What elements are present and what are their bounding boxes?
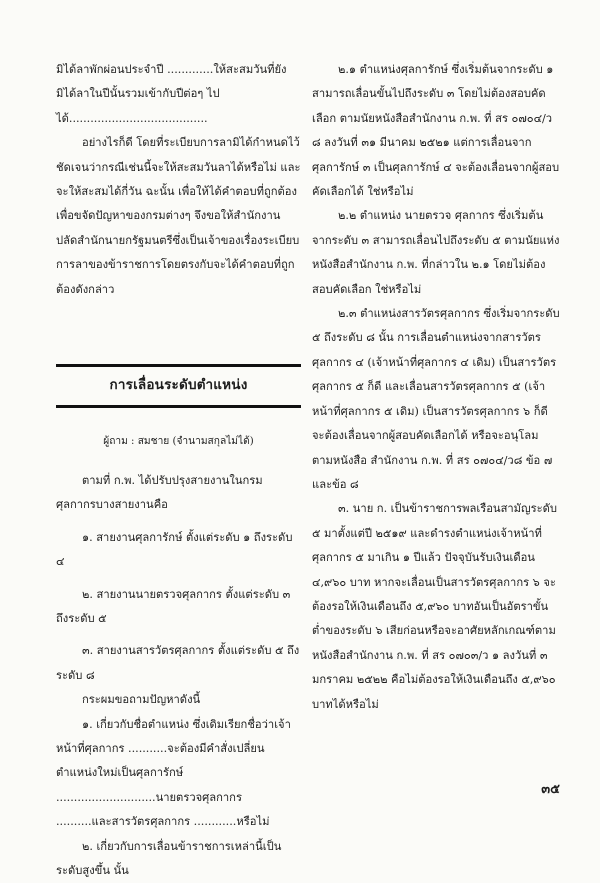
sub-question: ๒.๓ ตำแหน่งสารวัตรศุลกากร ซึ่งเริ่มจากระดับ ๕ ถึงระดับ ๘ นั้น การเลื่อนตำแหน่งจากสารวัตรศุลกากร ๔ (เจ้าหน้าที่ศุลกากร ๔ เดิม) เป็นสารวัตรศุลกากร ๕ ก็ดี และเลื่อนสารวัตรศุลกากร ๕ (เจ้าหน้าที่ศุลกากร ๕ เดิม) เป็นสารวัตรศุลกากร ๖ ก็ดี จะต้องเลื่อนจากผู้สอบคัดเลือกได้ หรือจะอนุโลม ตามหนังสือ สำนักงาน ก.พ. ที่ สร ๐๗๐๔/ว๘ ข้อ ๗ และข้อ ๘ xyxy=(312,307,560,491)
list-item: ๑. สายงานศุลการักษ์ ตั้งแต่ระดับ ๑ ถึงระดับ ๔ xyxy=(56,530,293,569)
question-item: ๑. เกี่ยวกับชื่อตำแหน่ง ซึ่งเดิมเรียกชื่อว่าเจ้าหน้าที่ศุลกากร ...........จะต้องมีคำสั่งเปลี่ยนตำแหน่งใหม่เป็นศุลการักษ์ ............................นายตรวจศุลกากร ..........และสารวัตรศุลกากร ............หรือไม่ xyxy=(56,717,291,829)
sub-question: ๒.๒ ตำแหน่ง นายตรวจ ศุลกากร ซึ่งเริ่มต้นจากระดับ ๓ สามารถเลื่อนไปถึงระดับ ๕ ตามนัยแห่งหนังสือสำนักงาน ก.พ. ที่กล่าวใน ๒.๑ โดยไม่ต้องสอบคัดเลือก ใช่หรือไม่ xyxy=(312,209,560,296)
right-column xyxy=(312,58,560,717)
question-intro: ตามที่ ก.พ. ได้ปรับปรุงสายงานในกรมศุลกากรบางสายงานคือ xyxy=(56,473,263,512)
left-column xyxy=(56,58,301,883)
list-item: ๓. สายงานสารวัตรศุลกากร ตั้งแต่ระดับ ๕ ถึงระดับ ๘ xyxy=(56,644,300,682)
page-number: ๓๕ xyxy=(541,782,560,797)
question-label: กระผมขอถามปัญหาดังนี้ xyxy=(82,693,201,707)
section-heading: การเลื่อนระดับตำแหน่ง xyxy=(109,377,248,394)
opinion-paragraph: อย่างไรก็ดี โดยที่ระเบียบการลามิได้กำหนดไว้ชัดเจนว่ากรณีเช่นนี้จะให้สะสมวันลาได้หรือไม่ และจะให้สะสมได้กี่วัน ฉะนั้น เพื่อให้ได้คำตอบที่ถูกต้องเพื่อขจัดปัญหาของกรมต่างๆ จึงขอให้สำนักงานปลัดสำนักนายกรัฐมนตรีซึ่งเป็นเจ้าของเรื่องระเบียบการลาของข้าราชการโดยตรงกับจะได้คำตอบที่ถูกต้องดังกล่าว xyxy=(56,136,301,296)
list-item: ๒. สายงานนายตรวจศุลกากร ตั้งแต่ระดับ ๓ ถึงระดับ ๕ xyxy=(56,587,291,625)
case-question: ๓. นาย ก. เป็นข้าราชการพลเรือนสามัญระดับ ๕ มาตั้งแต่ปี ๒๕๑๙ และดำรงตำแหน่งเจ้าหน้าที่ศุลกากร ๕ มาเกิน ๑ ปีแล้ว ปัจจุบันรับเงินเดือน ๔,๙๖๐ บาท หากจะเลื่อนเป็นสารวัตรศุลกากร ๖ จะต้องรอให้เงินเดือนถึง ๕,๙๖๐ บาทอันเป็นอัตราขั้นต่ำของระดับ ๖ เสียก่อนหรือจะอาศัยหลักเกณฑ์ตามหนังสือสำนักงาน ก.พ. ที่ สร ๐๗๐๓/ว ๑ ลงวันที่ ๓ มกราคม ๒๕๒๒ คือไม่ต้องรอให้เงินเดือนถึง ๕,๙๖๐ บาทได้หรือไม่ xyxy=(312,502,557,711)
sub-question: ๒.๑ ตำแหน่งศุลการักษ์ ซึ่งเริ่มต้นจากระดับ ๑ สามารถเลื่อนขั้นไปถึงระดับ ๓ โดยไม่ต้องสอบคัดเลือก ตามนัยหนังสือสำนักงาน ก.พ. ที่ สร ๐๗๐๔/ว ๘ ลงวันที่ ๓๑ มีนาคม ๒๕๒๑ แต่การเลื่อนจากศุลการักษ์ ๓ เป็นศุลการักษ์ ๔ จะต้องเลื่อนจากผู้สอบคัดเลือกได้ ใช่หรือไม่ xyxy=(312,63,560,199)
author-line: ผู้ถาม : สมชาย (จำนามสกุลไม่ได้) xyxy=(103,436,254,448)
heading-rule-bottom xyxy=(56,405,301,408)
carryover-paragraph: มิได้ลาพักผ่อนประจำปี .............ให้สะสมวันที่ยังมิได้ลาในปีนั้นรวมเข้ากับปีต่อๆ ไปได้....................................... xyxy=(56,63,287,125)
question-item: ๒. เกี่ยวกับการเลื่อนข้าราชการเหล่านี้เป็นระดับสูงขึ้น นั้น xyxy=(56,839,282,877)
